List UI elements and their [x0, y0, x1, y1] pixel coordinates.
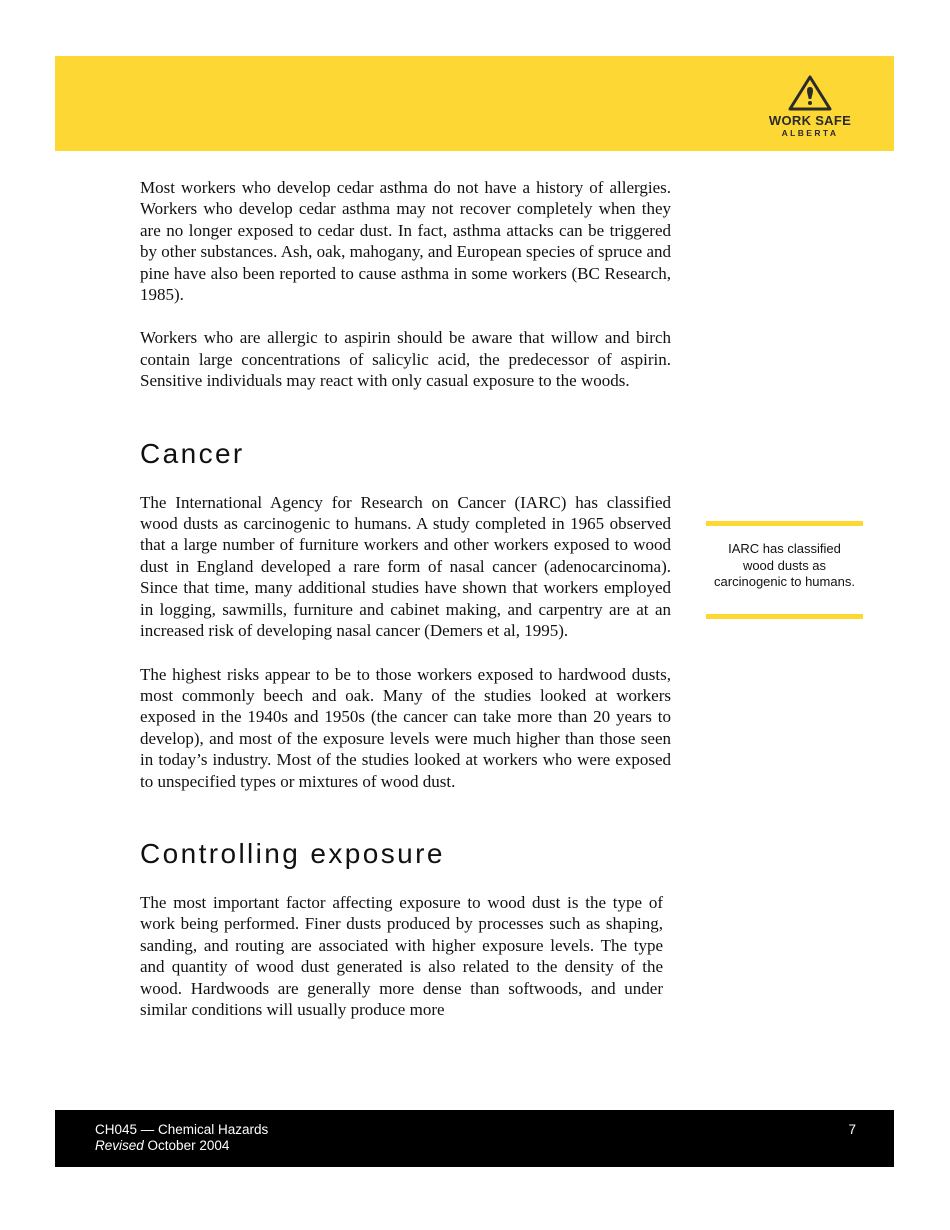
work-safe-alberta-logo [762, 74, 858, 138]
logo-title: WORK SAFE [768, 113, 852, 128]
main-content [140, 177, 671, 1042]
footer-band [55, 1110, 894, 1167]
footer-doc-code: CH045 — Chemical Hazards [95, 1122, 269, 1137]
cancer-heading: Cancer [140, 437, 245, 469]
footer-revision [95, 1138, 268, 1154]
warning-triangle-icon [787, 74, 833, 112]
intro-paragraph-2: Workers who are allergic to aspirin should be aware that willow and birch contain large concentrations of salicylic acid, the predecessor of aspirin. Sensitive individuals may react with only casual exposure to the woods. [140, 328, 671, 391]
callout-text: IARC has classified wood dusts as carcinogenic to humans. [714, 541, 855, 589]
footer-revised-label: Revised [95, 1138, 144, 1153]
cancer-paragraph-1: The International Agency for Research on Cancer (IARC) has classified wood dusts as carcinogenic to humans. A study completed in 1965 observed that a large number of furniture workers and other workers exposed to wood dust in England developed a rare form of nasal cancer (adenocarcinoma). Since that time, many additional studies have shown that workers employed in logging, sawmills, furniture and cabinet making, and carpentry are at an increased risk of developing nasal cancer (Demers et al, 1995). [140, 492, 671, 641]
sidebar-callout [706, 521, 863, 619]
controlling-exposure-heading: Controlling exposure [140, 837, 445, 869]
page-number: 7 [848, 1122, 856, 1137]
footer-document-info [95, 1122, 268, 1154]
intro-paragraph-1: Most workers who develop cedar asthma do not have a history of allergies. Workers who develop cedar asthma may not recover completely when they are no longer exposed to cedar dust. In fact, asthma attacks can be triggered by other substances. Ash, oak, mahogany, and European species of spruce and pine have also been reported to cause asthma in some workers (BC Research, 1985). [140, 178, 671, 305]
footer-revised-date: October 2004 [147, 1138, 230, 1153]
controlling-exposure-paragraph: The most important factor affecting exposure to wood dust is the type of work being performed. Finer dusts produced by processes such as shaping, sanding, and routing are associated with higher exposure levels. The type and quantity of wood dust generated is also related to the density of the wood. Hardwoods are generally more dense than softwoods, and under similar conditions will usually produce more [140, 892, 663, 1019]
logo-subtitle: ALBERTA [781, 128, 839, 138]
cancer-paragraph-2: The highest risks appear to be to those workers exposed to hardwood dusts, most commonly beech and oak. Many of the studies looked at workers exposed in the 1940s and 1950s (the cancer can take more than 20 years to develop), and most of the exposure levels were much higher than those seen in today’s industry. Most of the studies looked at workers who were exposed to unspecified types or mixtures of wood dust. [140, 664, 671, 791]
